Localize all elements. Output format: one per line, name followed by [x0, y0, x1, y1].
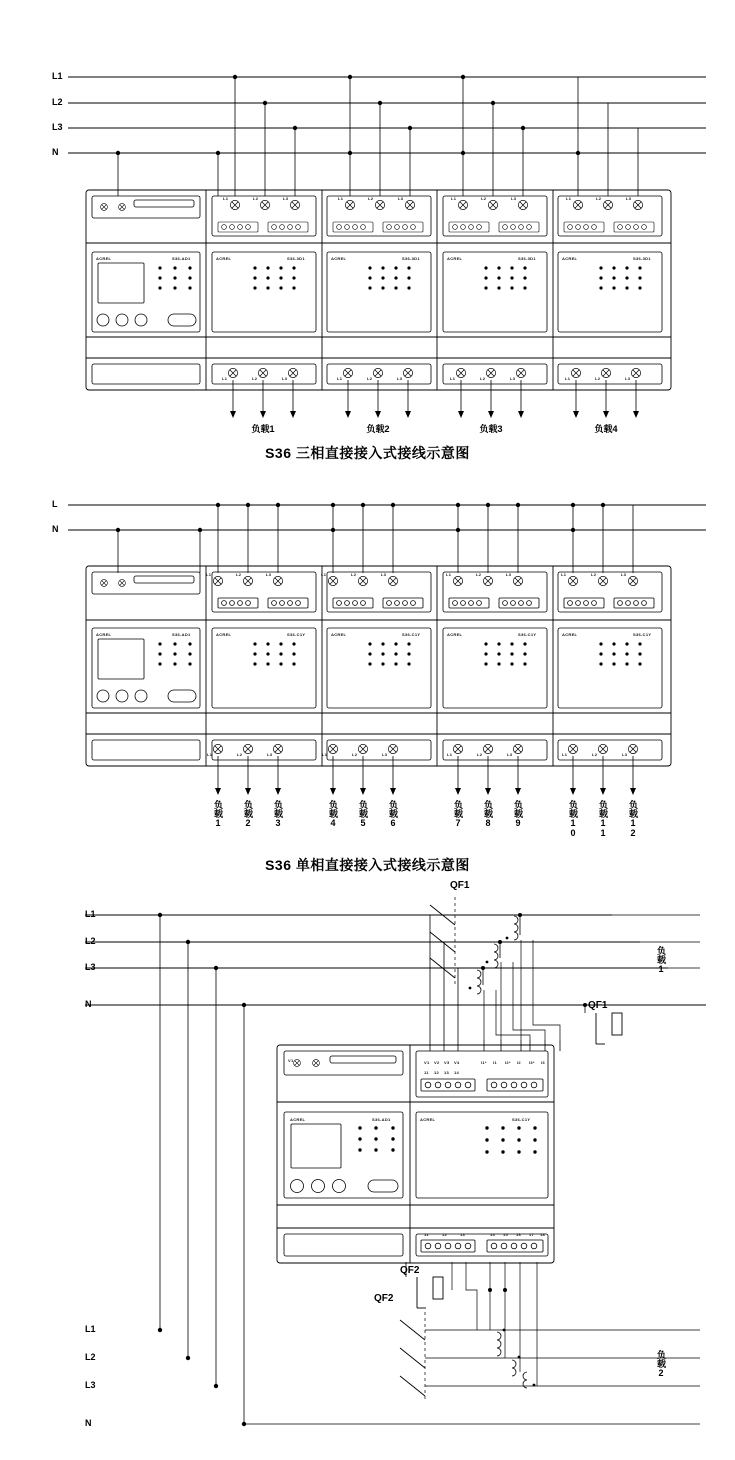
voltage-taps-top [430, 1030, 560, 1051]
terminal-bottom-15: 15 [503, 1232, 509, 1237]
brand-label: ACREL [96, 256, 112, 261]
brand-label: ACREL [447, 632, 463, 637]
sub-module-leds-3 [485, 1126, 536, 1153]
terminal-out-label-l1: L1 [562, 752, 568, 757]
load-label-6: 负载6 [388, 800, 398, 828]
load-wires-2 [218, 756, 633, 792]
terminal-label-l2: L2 [236, 572, 242, 577]
bus-lines-ct-top [85, 915, 706, 1005]
bus-label-l2-bottom: L2 [85, 1352, 96, 1362]
load-label-5: 负载5 [358, 800, 368, 828]
model-label-sub: S36-C1Y [512, 1117, 531, 1122]
model-label-sub: S36-3D1 [287, 256, 305, 261]
load-label-9: 负载9 [513, 800, 523, 828]
device-assembly-2 [86, 566, 671, 766]
bus-label-l3-bottom: L3 [85, 1380, 96, 1390]
terminal-label-l1: L1 [566, 196, 572, 201]
bus-label-l3: L3 [52, 122, 63, 132]
terminal-label-i1s: I1* [481, 1060, 487, 1065]
model-label-main: S36-AD1 [172, 256, 191, 261]
bus-label-n: N [52, 524, 59, 534]
brand-label: ACREL [420, 1117, 436, 1122]
terminal-bottom-18: 18 [540, 1232, 546, 1237]
breaker-qf1 [430, 897, 455, 985]
load-label-10: 负载10 [568, 800, 578, 838]
caption-single-phase: S36 单相直接接入式接线示意图 [265, 857, 470, 873]
terminal-out-label-l2: L2 [592, 752, 598, 757]
terminal-label-l2: L2 [368, 196, 374, 201]
main-module-3 [284, 1051, 403, 1256]
main-module-leds-3 [358, 1126, 394, 1151]
terminal-bottom-11: 11 [424, 1232, 429, 1237]
terminal-label-l3: L3 [621, 572, 627, 577]
terminal-out-label-l1: L1 [565, 376, 571, 381]
terminal-label-v3: V3 [444, 1060, 450, 1065]
brand-label: ACREL [216, 256, 232, 261]
brand-label: ACREL [290, 1117, 306, 1122]
terminal-out-label-l3: L3 [267, 752, 273, 757]
bus-lines-top [68, 77, 706, 153]
bus-lines-single [68, 505, 706, 530]
terminal-out-label-l3: L3 [382, 752, 388, 757]
qf2-output [244, 1330, 700, 1424]
load-label-1: 负载1 [251, 424, 275, 434]
terminal-label-12: 12 [434, 1070, 440, 1075]
terminal-out-label-l3: L3 [510, 376, 516, 381]
bus-dots-single [116, 503, 605, 532]
terminal-out-label-l2: L2 [367, 376, 373, 381]
load-arrows-2 [215, 788, 636, 795]
device-assembly-3 [277, 1045, 554, 1263]
terminal-out-label-l3: L3 [507, 752, 513, 757]
brand-label: ACREL [562, 256, 578, 261]
load-label-2: 负载2 [243, 800, 253, 828]
model-label-sub: S36-C1Y [402, 632, 421, 637]
brand-label: ACREL [331, 632, 347, 637]
main-module-leds-1 [158, 266, 191, 289]
device-assembly-1 [86, 190, 671, 390]
terminal-bottom-12: 12 [442, 1232, 448, 1237]
diagram-ct-connected [85, 897, 706, 1426]
caption-three-phase: S36 三相直接接入式接线示意图 [265, 445, 470, 461]
model-label-sub: S36-C1Y [287, 632, 306, 637]
terminal-label-l3: L3 [626, 196, 632, 201]
ct-feeders-top [160, 915, 244, 1424]
bus-label-l1: L1 [52, 71, 63, 81]
load-arrows-1 [230, 411, 639, 418]
terminal-label-l2: L2 [481, 196, 487, 201]
terminal-label-11: 11 [424, 1070, 429, 1075]
bus-junction-dots [116, 75, 580, 155]
terminal-out-label-l3: L3 [397, 376, 403, 381]
terminal-out-label-l2: L2 [352, 752, 358, 757]
model-label-main: S36-AD1 [172, 632, 191, 637]
terminal-out-label-l1: L1 [450, 376, 456, 381]
terminal-label-v2: V2 [434, 1060, 440, 1065]
terminal-bottom-17: 17 [529, 1232, 535, 1237]
terminal-out-label-l1: L1 [222, 376, 228, 381]
brand-label: ACREL [96, 632, 112, 637]
bus-label-l1-top: L1 [85, 909, 96, 919]
model-label-sub: S36-3D1 [633, 256, 651, 261]
breaker-label-qf2-mini: QF2 [400, 1265, 420, 1276]
model-label-sub: S36-3D1 [402, 256, 420, 261]
terminal-out-label-l2: L2 [477, 752, 483, 757]
load-label-12: 负载12 [628, 800, 638, 838]
bus-label-l2-top: L2 [85, 936, 96, 946]
bus-label-l: L [52, 499, 58, 509]
terminal-label-l2: L2 [253, 196, 259, 201]
terminal-out-label-l1: L1 [447, 752, 453, 757]
load-label-4: 负载4 [328, 800, 338, 828]
brand-label: ACREL [216, 632, 232, 637]
breaker-label-qf1-mini: QF1 [588, 1000, 608, 1011]
bus-drops-single [118, 505, 633, 573]
terminal-label-l1: L1 [206, 572, 212, 577]
terminal-label-v1: V1 [424, 1060, 430, 1065]
terminal-label-l3: L3 [381, 572, 387, 577]
terminal-out-label-l2: L2 [252, 376, 258, 381]
ct-secondary-qf1 [484, 940, 560, 1040]
breaker-qf2-mini [417, 1277, 443, 1308]
ct-dots-top [158, 913, 246, 1426]
load-label-3: 负载3 [479, 424, 503, 434]
main-module-1 [92, 196, 200, 384]
terminal-out-label-l3: L3 [625, 376, 631, 381]
ct-load-label-1: 负载1 [656, 946, 666, 974]
bus-label-n: N [52, 147, 59, 157]
breaker-label-qf2: QF2 [374, 1293, 394, 1304]
terminal-label-l1: L1 [223, 196, 229, 201]
model-label-sub: S36-C1Y [633, 632, 652, 637]
terminal-out-label-l2: L2 [480, 376, 486, 381]
terminal-label-i3: I3 [541, 1060, 545, 1065]
terminal-label-i1: I1 [493, 1060, 497, 1065]
breaker-qf1-mini [596, 1013, 622, 1044]
terminal-label-14: 14 [454, 1070, 460, 1075]
terminal-bottom-16: 16 [516, 1232, 522, 1237]
terminal-label-l2: L2 [591, 572, 597, 577]
terminal-bottom-13: 13 [460, 1232, 466, 1237]
bus-label-n-top: N [85, 999, 92, 1009]
terminal-label-l1: L1 [561, 572, 567, 577]
terminal-label-l1: L1 [338, 196, 344, 201]
bus-label-l1-bottom: L1 [85, 1324, 96, 1334]
voltage-taps-to-bus [244, 915, 585, 1030]
terminal-label-l2: L2 [351, 572, 357, 577]
brand-label: ACREL [562, 632, 578, 637]
ct-secondary-qf2 [452, 1262, 537, 1386]
main-module-leds-2 [158, 642, 191, 665]
terminal-label-l1: L1 [321, 572, 327, 577]
terminal-label-l1: L1 [451, 196, 457, 201]
terminal-out-label-l1: L1 [207, 752, 213, 757]
load-label-2: 负载2 [366, 424, 390, 434]
terminal-out-label-l1: L1 [322, 752, 328, 757]
terminal-label-l3: L3 [398, 196, 404, 201]
diagram-three-phase [68, 75, 706, 418]
bus-label-l2: L2 [52, 97, 63, 107]
terminal-out-label-l1: L1 [337, 376, 343, 381]
brand-label: ACREL [331, 256, 347, 261]
breaker-label-qf1-top: QF1 [450, 880, 470, 891]
model-label-sub: S36-C1Y [518, 632, 537, 637]
sub-module-3 [416, 1051, 548, 1256]
ct-coils-qf2 [497, 1332, 527, 1388]
terminal-out-label-l2: L2 [237, 752, 243, 757]
bus-drops [118, 77, 638, 196]
breaker-qf2 [400, 1312, 425, 1402]
voltage-tap-dots [481, 913, 587, 1007]
ct-polarity-dots-qf2 [488, 1288, 535, 1386]
main-module-2 [92, 572, 200, 760]
load-label-7: 负载7 [453, 800, 463, 828]
ct-load-label-2: 负载2 [656, 1350, 666, 1378]
load-wires-1 [233, 380, 636, 415]
terminal-label-13: 13 [444, 1070, 450, 1075]
terminal-label-l2: L2 [596, 196, 602, 201]
terminal-label-ln-l: V1 [288, 1058, 294, 1063]
load-label-1: 负载1 [213, 800, 223, 828]
terminal-label-i3s: I3* [529, 1060, 535, 1065]
terminal-out-label-l2: L2 [595, 376, 601, 381]
load-label-8: 负载8 [483, 800, 493, 828]
terminal-out-label-l3: L3 [622, 752, 628, 757]
terminal-out-label-l3: L3 [282, 376, 288, 381]
model-label-sub: S36-3D1 [518, 256, 536, 261]
load-label-3: 负载3 [273, 800, 283, 828]
terminal-label-i2s: I2* [505, 1060, 511, 1065]
terminal-label-v4: V4 [454, 1060, 460, 1065]
brand-label: ACREL [447, 256, 463, 261]
terminal-label-l3: L3 [511, 196, 517, 201]
terminal-label-l3: L3 [283, 196, 289, 201]
model-label-main: S36-AD1 [372, 1117, 391, 1122]
ct-polarity-dots-qf1 [469, 937, 509, 990]
bus-label-l3-top: L3 [85, 962, 96, 972]
terminal-label-i2: I2 [517, 1060, 521, 1065]
terminal-label-l2: L2 [476, 572, 482, 577]
bus-label-n-bottom: N [85, 1418, 92, 1428]
terminal-bottom-14: 14 [490, 1232, 496, 1237]
load-label-11: 负载11 [598, 800, 608, 838]
terminal-label-l3: L3 [266, 572, 272, 577]
terminal-label-l3: L3 [506, 572, 512, 577]
terminal-label-l1: L1 [446, 572, 452, 577]
load-label-4: 负载4 [594, 424, 618, 434]
